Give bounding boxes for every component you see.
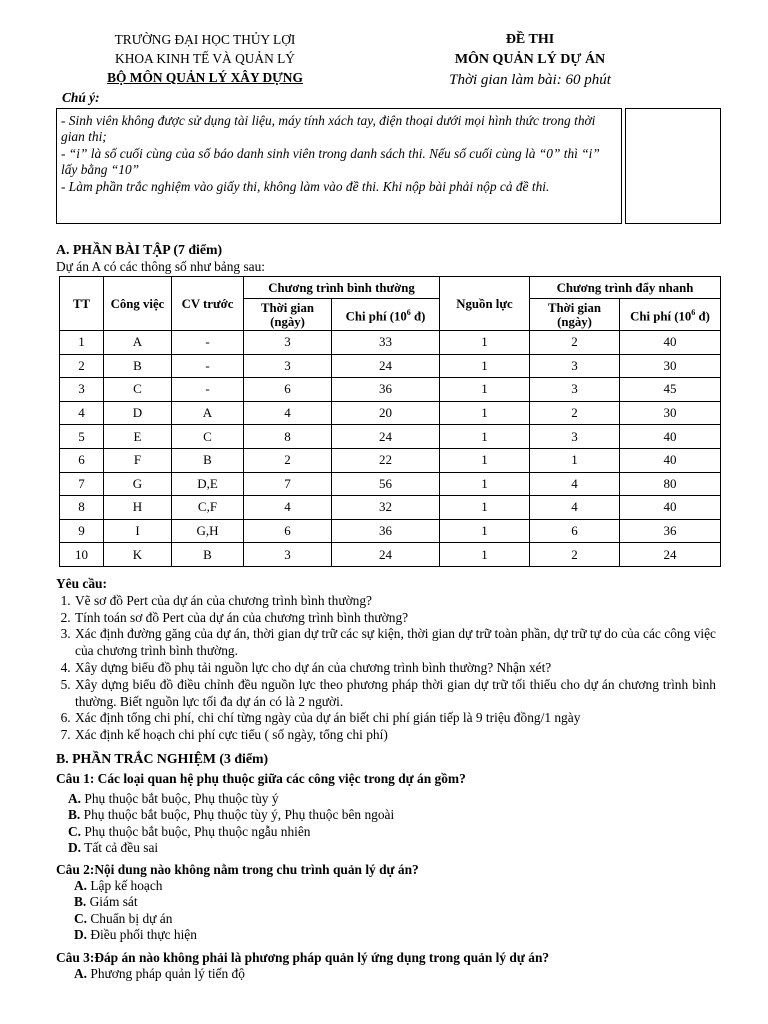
cell-crash-cost: 30 (620, 401, 721, 425)
option-c: C. Chuẩn bị dự án (74, 910, 173, 926)
header-normal-program: Chương trình bình thường (244, 277, 440, 299)
cell-cong-viec: I (104, 519, 172, 543)
cell-crash-cost: 40 (620, 496, 721, 520)
cell-cong-viec: D (104, 401, 172, 425)
cell-normal-time: 3 (244, 543, 332, 567)
cell-crash-time: 1 (530, 448, 620, 472)
cell-crash-cost: 40 (620, 448, 721, 472)
cost-exponent: 6 (406, 307, 411, 317)
cell-cv-truoc: B (172, 543, 244, 567)
project-table (59, 276, 721, 567)
table-row (60, 354, 721, 378)
cell-normal-time: 3 (244, 354, 332, 378)
cell-cong-viec: C (104, 378, 172, 402)
cell-crash-time: 3 (530, 354, 620, 378)
cell-resource: 1 (440, 543, 530, 567)
cell-normal-cost: 24 (332, 354, 440, 378)
cell-cong-viec: K (104, 543, 172, 567)
cell-crash-time: 3 (530, 378, 620, 402)
requirements-list (56, 593, 716, 744)
score-box (625, 108, 721, 224)
question-2 (56, 862, 716, 943)
cell-normal-cost: 36 (332, 378, 440, 402)
cell-normal-cost: 24 (332, 543, 440, 567)
question-text: Câu 2:Nội dung nào không nằm trong chu trình quản lý dự án? (56, 862, 419, 877)
table-row (60, 401, 721, 425)
requirement-item: 4. Xây dựng biểu đồ phụ tải nguồn lực cho dự án của chương trình bình thường? Nhận xét? (74, 660, 716, 677)
cell-normal-cost: 56 (332, 472, 440, 496)
notes-box (56, 108, 622, 224)
cell-cong-viec: F (104, 448, 172, 472)
requirement-item: 6. Xác định tổng chi phí, chi chí từng ngày của dự án biết chi phí gián tiếp là 9 triệu đồng/1 ngày (74, 710, 716, 727)
cell-normal-time: 4 (244, 496, 332, 520)
cell-cv-truoc: D,E (172, 472, 244, 496)
cell-normal-time: 7 (244, 472, 332, 496)
option-d: D. Tất cả đều sai (68, 839, 159, 855)
cost-exponent: 6 (691, 307, 696, 317)
cell-normal-time: 8 (244, 425, 332, 449)
header-normal-time: Thời gian (ngày) (244, 299, 332, 331)
cell-tt: 7 (60, 472, 104, 496)
cell-normal-time: 6 (244, 378, 332, 402)
cell-tt: 6 (60, 448, 104, 472)
option-b: B. Phụ thuộc bắt buộc, Phụ thuộc tùy ý, Phụ thuộc bên ngoài (68, 807, 395, 823)
table-row (60, 543, 721, 567)
section-a-intro: Dự án A có các thông số như bảng sau: (56, 259, 266, 274)
table-row (60, 425, 721, 449)
cell-tt: 10 (60, 543, 104, 567)
cell-crash-cost: 36 (620, 519, 721, 543)
cell-cv-truoc: A (172, 401, 244, 425)
requirements-title: Yêu cầu: (56, 576, 107, 591)
option-d: D. Điều phối thực hiện (74, 926, 197, 942)
cell-cv-truoc: - (172, 331, 244, 355)
cell-resource: 1 (440, 472, 530, 496)
cost-label: Chi phí (10 (345, 309, 407, 324)
requirement-item: 7. Xác định kế hoạch chi phí cực tiểu ( số ngày, tổng chi phí) (74, 727, 716, 744)
header-crash-time: Thời gian (ngày) (530, 299, 620, 331)
cell-crash-cost: 80 (620, 472, 721, 496)
cell-resource: 1 (440, 331, 530, 355)
requirement-item: 5. Xây dựng biểu đồ điều chỉnh đều nguồn lực theo phương pháp thời gian dự trữ tối thiểu cho dự án chương trình bình thường. Biết nguồn lực tối đa dự án có là 2 người. (74, 677, 716, 711)
exam-time: Thời gian làm bài: 60 phút (449, 72, 611, 88)
cell-normal-time: 6 (244, 519, 332, 543)
table-row (60, 496, 721, 520)
cell-crash-time: 2 (530, 401, 620, 425)
cell-resource: 1 (440, 519, 530, 543)
cell-tt: 1 (60, 331, 104, 355)
cell-tt: 4 (60, 401, 104, 425)
cell-tt: 8 (60, 496, 104, 520)
requirement-item: 3. Xác định đường găng của dự án, thời gian dự trữ các sự kiện, thời gian dự trữ toàn phần, dự trữ tự do của các công việc của chương trình bình thường. (74, 626, 716, 660)
cell-normal-time: 4 (244, 401, 332, 425)
cell-crash-time: 3 (530, 425, 620, 449)
cell-crash-time: 2 (530, 543, 620, 567)
cell-tt: 5 (60, 425, 104, 449)
cell-cong-viec: E (104, 425, 172, 449)
school-header (60, 30, 350, 87)
cost-unit: đ) (695, 309, 710, 324)
cell-resource: 1 (440, 401, 530, 425)
cell-normal-cost: 36 (332, 519, 440, 543)
cell-normal-time: 2 (244, 448, 332, 472)
notes-title: Chú ý: (62, 90, 100, 105)
exam-subject: MÔN QUẢN LÝ DỰ ÁN (454, 52, 606, 67)
header-normal-cost (332, 299, 440, 331)
question-1 (56, 771, 716, 856)
table-row (60, 378, 721, 402)
requirement-item: 1. Vẽ sơ đồ Pert của dự án của chương trình bình thường? (74, 593, 716, 610)
table-row (60, 331, 721, 355)
note-item: - “i” là số cuối cùng của số báo danh sinh viên trong danh sách thi. Nếu số cuối cùng là “0” thì “i” lấy bằng “10” (61, 146, 600, 177)
cell-resource: 1 (440, 354, 530, 378)
cell-crash-cost: 45 (620, 378, 721, 402)
cell-tt: 3 (60, 378, 104, 402)
cell-cv-truoc: C,F (172, 496, 244, 520)
cell-crash-time: 4 (530, 496, 620, 520)
cell-resource: 1 (440, 448, 530, 472)
faculty-name: KHOA KINH TẾ VÀ QUẢN LÝ (115, 51, 295, 66)
cell-tt: 9 (60, 519, 104, 543)
cell-cv-truoc: C (172, 425, 244, 449)
cell-resource: 1 (440, 496, 530, 520)
header-resource: Nguồn lực (440, 277, 530, 331)
cell-resource: 1 (440, 378, 530, 402)
cell-normal-cost: 33 (332, 331, 440, 355)
header-cv-truoc: CV trước (172, 277, 244, 331)
department-name: BỘ MÔN QUẢN LÝ XÂY DỰNG (107, 70, 303, 85)
cell-cong-viec: G (104, 472, 172, 496)
table-row (60, 448, 721, 472)
option-c: C. Phụ thuộc bắt buộc, Phụ thuộc ngẫu nhiên (68, 823, 311, 839)
university-name: TRƯỜNG ĐẠI HỌC THỦY LỢI (114, 32, 296, 47)
cell-resource: 1 (440, 425, 530, 449)
cell-crash-time: 4 (530, 472, 620, 496)
cell-normal-cost: 20 (332, 401, 440, 425)
cell-normal-cost: 22 (332, 448, 440, 472)
exam-header (420, 30, 640, 90)
cell-crash-time: 2 (530, 331, 620, 355)
header-crash-cost (620, 299, 721, 331)
header-tt: TT (60, 277, 104, 331)
cost-unit: đ) (410, 309, 426, 324)
cell-cv-truoc: G,H (172, 519, 244, 543)
cell-normal-time: 3 (244, 331, 332, 355)
header-cong-viec: Công việc (104, 277, 172, 331)
cell-cv-truoc: B (172, 448, 244, 472)
requirements (56, 576, 716, 744)
cell-crash-time: 6 (530, 519, 620, 543)
section-a-title: A. PHẦN BÀI TẬP (7 điểm) (56, 242, 223, 257)
cell-crash-cost: 24 (620, 543, 721, 567)
cell-crash-cost: 40 (620, 331, 721, 355)
question-text: Câu 1: Các loại quan hệ phụ thuộc giữa các công việc trong dự án gồm? (56, 771, 466, 786)
table-row (60, 519, 721, 543)
requirement-item: 2. Tính toán sơ đồ Pert của dự án của chương trình bình thường? (74, 610, 716, 627)
note-item: - Sinh viên không được sử dụng tài liệu, máy tính xách tay, điện thoại dưới mọi hình thức trong thời gian thi; (61, 113, 596, 144)
option-a: A. Phương pháp quản lý tiến độ (74, 966, 245, 982)
header-crash-program: Chương trình đẩy nhanh (530, 277, 721, 299)
section-b-title: B. PHẦN TRẮC NGHIỆM (3 điểm) (56, 751, 269, 766)
cell-crash-cost: 30 (620, 354, 721, 378)
cost-label: Chi phí (10 (630, 309, 692, 324)
question-text: Câu 3:Đáp án nào không phải là phương pháp quản lý ứng dụng trong quản lý dự án? (56, 950, 550, 965)
option-b: B. Giám sát (74, 894, 138, 910)
cell-cong-viec: H (104, 496, 172, 520)
cell-cv-truoc: - (172, 354, 244, 378)
cell-cong-viec: A (104, 331, 172, 355)
exam-title: ĐỀ THI (505, 32, 555, 47)
cell-cv-truoc: - (172, 378, 244, 402)
option-a: A. Lập kế hoạch (74, 878, 163, 894)
note-item: - Làm phần trắc nghiệm vào giấy thi, không làm vào đề thi. Khi nộp bài phải nộp cả đề thi. (61, 179, 550, 194)
option-a: A. Phụ thuộc bắt buộc, Phụ thuộc tùy ý (68, 791, 279, 807)
cell-normal-cost: 24 (332, 425, 440, 449)
cell-tt: 2 (60, 354, 104, 378)
cell-cong-viec: B (104, 354, 172, 378)
cell-crash-cost: 40 (620, 425, 721, 449)
question-3 (56, 950, 716, 982)
cell-normal-cost: 32 (332, 496, 440, 520)
table-row (60, 472, 721, 496)
